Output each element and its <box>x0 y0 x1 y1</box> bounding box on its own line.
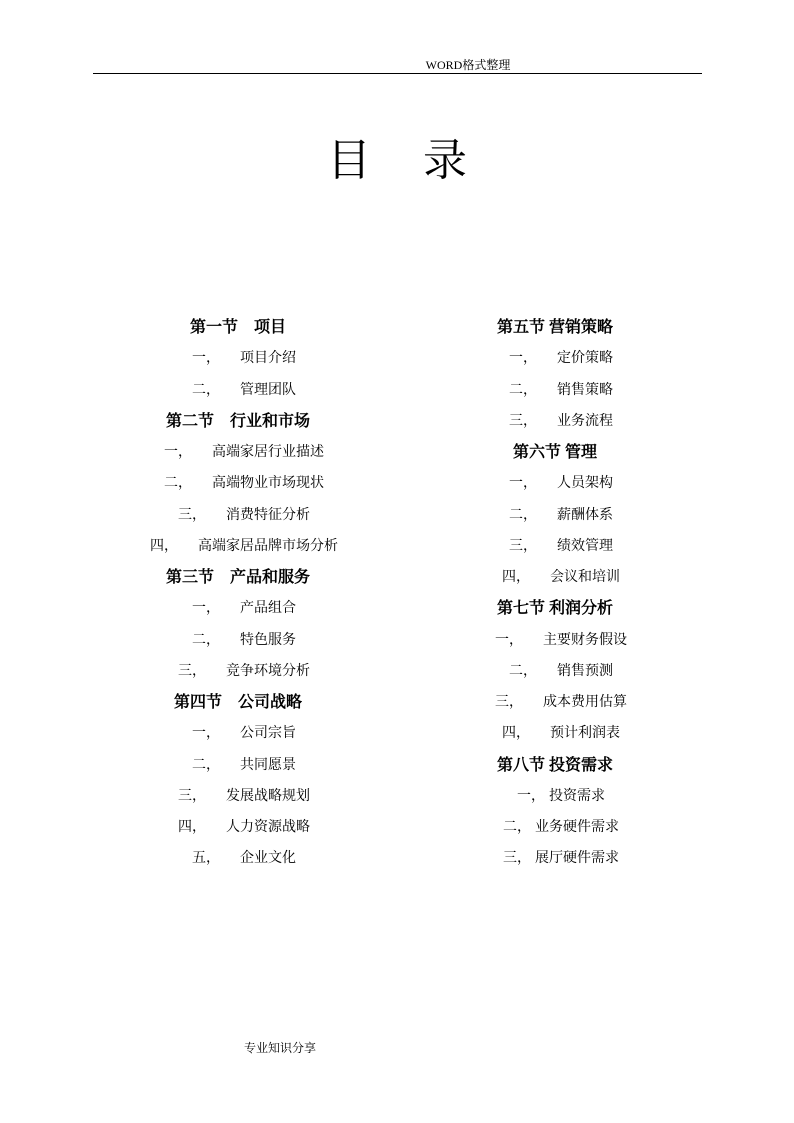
toc-entry-label: 展厅硬件需求 <box>535 851 619 867</box>
toc-entry-label: 预计利润表 <box>550 726 620 742</box>
toc-entry <box>405 625 705 656</box>
toc-entry <box>88 656 388 687</box>
toc-entry <box>88 531 388 562</box>
toc-entry-label: 竞争环境分析 <box>226 663 310 679</box>
toc-entry <box>405 500 705 531</box>
toc-entry-number: 一， <box>517 788 545 804</box>
header-divider <box>93 73 702 74</box>
toc-right-column <box>405 312 705 875</box>
toc-entry <box>405 468 705 499</box>
page-footer-text: 专业知识分享 <box>243 1041 316 1055</box>
toc-entry-number: 一， <box>192 351 220 367</box>
toc-section-heading: 第二节 行业和市场 <box>165 412 310 430</box>
page-header-text: WORD格式整理 <box>425 58 511 72</box>
toc-entry-label: 业务流程 <box>557 413 613 429</box>
toc-entry-number: 四， <box>178 820 206 835</box>
toc-entry-number: 三， <box>495 695 523 710</box>
toc-entry <box>405 843 705 874</box>
toc-entry-label: 高端家居品牌市场分析 <box>198 538 338 554</box>
toc-entry-number: 三， <box>509 538 537 554</box>
toc-entry-number: 二， <box>509 663 537 679</box>
toc-entry-label: 特色服务 <box>240 632 296 648</box>
toc-entry-label: 定价策略 <box>557 351 613 367</box>
toc-entry-number: 一， <box>192 726 220 742</box>
toc-entry <box>405 687 705 718</box>
toc-entry-number: 二， <box>503 820 531 835</box>
toc-entry-number: 一， <box>509 351 537 367</box>
toc-entry-label: 绩效管理 <box>557 538 613 554</box>
toc-entry-number: 二， <box>509 507 537 523</box>
toc-entry-label: 会议和培训 <box>550 570 620 585</box>
toc-entry <box>88 437 388 468</box>
toc-entry-label: 共同愿景 <box>240 757 296 773</box>
toc-entry <box>405 406 705 437</box>
toc-entry-label: 销售策略 <box>557 382 613 398</box>
toc-entry-label: 项目介绍 <box>240 351 296 367</box>
toc-entry-label: 企业文化 <box>240 851 296 867</box>
toc-entry <box>88 718 388 749</box>
toc-entry-label: 高端物业市场现状 <box>212 476 324 492</box>
toc-section-heading: 第五节 营销策略 <box>496 319 613 336</box>
toc-entry-number: 二， <box>509 382 537 398</box>
toc-entry-label: 销售预测 <box>557 663 613 679</box>
toc-entry-label: 消费特征分析 <box>226 507 310 523</box>
toc-entry <box>88 843 388 874</box>
toc-entry-label: 发展战略规划 <box>226 788 310 804</box>
toc-entry <box>405 781 705 812</box>
toc-entry <box>88 375 388 406</box>
page-title: 目 录 <box>327 136 471 185</box>
toc-entry-number: 一， <box>495 632 523 648</box>
toc-entry-label: 业务硬件需求 <box>535 820 619 835</box>
toc-entry <box>88 781 388 812</box>
toc-entry <box>405 656 705 687</box>
toc-entry-number: 三， <box>178 507 206 523</box>
toc-section-heading: 第七节 利润分析 <box>496 600 613 618</box>
toc-left-column <box>88 312 388 875</box>
toc-entry-number: 三， <box>178 663 206 679</box>
toc-entry-number: 一， <box>164 445 192 460</box>
toc-entry-label: 投资需求 <box>549 788 605 804</box>
toc-entry-number: 五， <box>192 851 220 867</box>
toc-entry <box>405 343 705 374</box>
toc-entry-label: 人员架构 <box>557 476 613 492</box>
toc-entry-number: 四， <box>150 538 178 554</box>
toc-entry-number: 四， <box>502 570 530 585</box>
toc-entry-label: 主要财务假设 <box>543 632 627 648</box>
toc-section-heading: 第一节 项目 <box>189 319 286 336</box>
toc-entry-label: 人力资源战略 <box>226 820 310 835</box>
toc-entry <box>405 531 705 562</box>
toc-entry-label: 公司宗旨 <box>240 726 296 742</box>
toc-entry <box>405 812 705 843</box>
toc-entry <box>405 562 705 593</box>
toc-entry-label: 管理团队 <box>240 382 296 398</box>
toc-entry-number: 三， <box>178 788 206 804</box>
toc-entry-label: 高端家居行业描述 <box>212 445 324 460</box>
toc-entry <box>405 375 705 406</box>
toc-entry-number: 二， <box>192 632 220 648</box>
toc-entry-number: 三， <box>503 851 531 867</box>
toc-entry <box>88 593 388 624</box>
toc-entry <box>88 750 388 781</box>
toc-section-heading: 第八节 投资需求 <box>496 756 613 774</box>
toc-entry-label: 薪酬体系 <box>557 507 613 523</box>
toc-section-heading: 第四节 公司战略 <box>173 694 302 711</box>
toc-entry-number: 二， <box>192 382 220 398</box>
toc-entry-number: 二， <box>164 476 192 492</box>
toc-entry-number: 一， <box>509 476 537 492</box>
toc-section-heading: 第六节 管理 <box>512 444 597 461</box>
toc-entry <box>405 718 705 749</box>
toc-entry <box>88 812 388 843</box>
toc-section-heading: 第三节 产品和服务 <box>165 569 310 586</box>
toc-entry <box>88 343 388 374</box>
toc-entry-number: 四， <box>502 726 530 742</box>
toc-entry <box>88 500 388 531</box>
toc-entry-number: 三， <box>509 413 537 429</box>
toc-entry-number: 一， <box>192 601 220 617</box>
toc-entry-label: 成本费用估算 <box>543 695 627 710</box>
toc-entry-number: 二， <box>192 757 220 773</box>
toc-entry <box>88 625 388 656</box>
toc-entry <box>88 468 388 499</box>
toc-entry-label: 产品组合 <box>240 601 296 617</box>
